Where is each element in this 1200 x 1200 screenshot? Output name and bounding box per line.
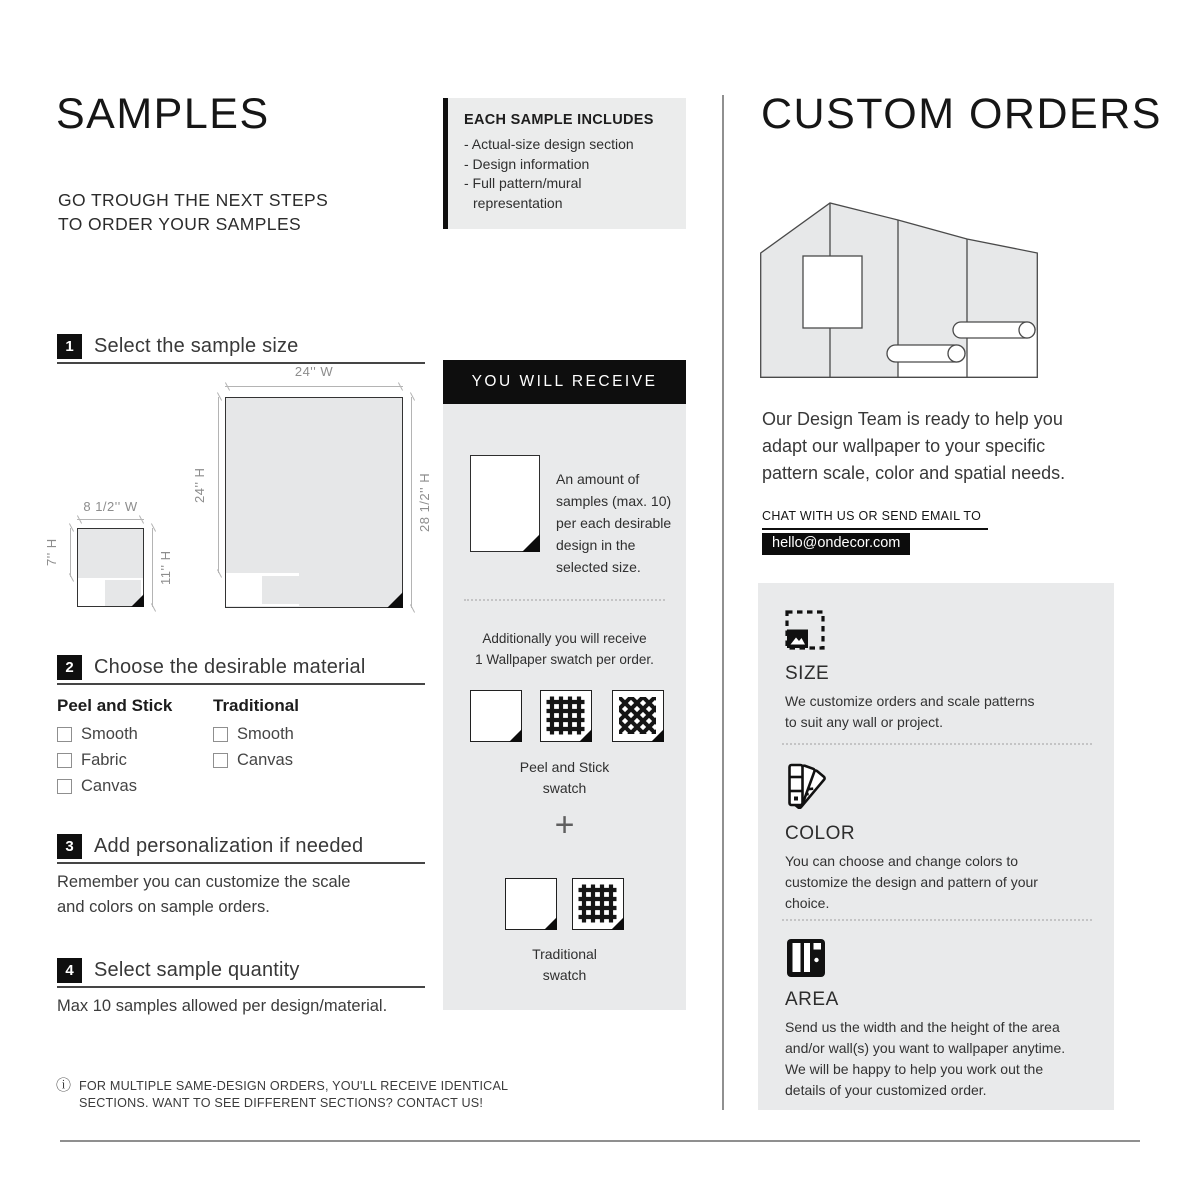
blank-swatch-icon bbox=[470, 690, 522, 742]
includes-item-continuation: representation bbox=[473, 194, 563, 211]
large-sample-left-dim-line bbox=[218, 397, 219, 573]
small-sample-right-height-label: 11'' H bbox=[158, 550, 173, 585]
design-team-intro: Our Design Team is ready to help you adapt our wallpaper to your specific pattern scale, color and spatial needs. bbox=[762, 409, 1066, 483]
area-title: AREA bbox=[785, 989, 839, 1010]
each-sample-includes-box bbox=[443, 98, 686, 229]
large-sample-right-height-label: 28 1/2'' H bbox=[417, 472, 432, 533]
material-heading: Traditional bbox=[213, 696, 299, 715]
option-label: Fabric bbox=[81, 751, 127, 769]
dotted-divider bbox=[782, 919, 1092, 921]
step-1-header bbox=[57, 334, 425, 364]
custom-orders-panel bbox=[758, 583, 1114, 1110]
color-body: You can choose and change colors to customize the design and pattern of your choice. bbox=[785, 853, 1038, 911]
step-3-note: Remember you can customize the scale and colors on sample orders. bbox=[57, 873, 351, 916]
samples-amount-text: An amount of samples (max. 10) per each desirable design in the selected size. bbox=[556, 471, 672, 575]
dotted-divider bbox=[782, 743, 1092, 745]
additional-swatch-text: Additionally you will receive 1 Wallpaper swatch per order. bbox=[475, 631, 654, 667]
step-3-title: Add personalization if needed bbox=[94, 835, 364, 857]
step-4-note: Max 10 samples allowed per design/material. bbox=[57, 997, 388, 1015]
dotted-divider bbox=[464, 599, 665, 601]
small-sample-left-height-label: 7'' H bbox=[44, 538, 59, 567]
step-2-title: Choose the desirable material bbox=[94, 656, 366, 678]
includes-item: - Actual-size design section bbox=[464, 136, 634, 152]
samples-title: SAMPLES bbox=[56, 90, 270, 138]
checkbox-fabric[interactable] bbox=[57, 753, 72, 768]
page-fold-corner bbox=[651, 729, 664, 742]
grid-pattern-swatch-icon bbox=[540, 690, 592, 742]
custom-orders-title: CUSTOM ORDERS bbox=[761, 90, 1162, 138]
page-fold-corner bbox=[579, 729, 592, 742]
step-2-number-badge: 2 bbox=[57, 655, 82, 680]
material-column-peel-and-stick bbox=[57, 696, 172, 803]
small-sample-diagram bbox=[77, 528, 144, 607]
checkbox-smooth[interactable] bbox=[57, 727, 72, 742]
checkbox-canvas[interactable] bbox=[213, 753, 228, 768]
option-label: Canvas bbox=[237, 751, 293, 769]
small-sample-pattern-area bbox=[78, 529, 143, 578]
small-sample-width-label: 8 1/2'' W bbox=[83, 499, 138, 514]
large-sample-width-label: 24'' W bbox=[294, 364, 334, 379]
wallpaper-wall-illustration bbox=[760, 196, 1038, 378]
large-sample-right-dim-line bbox=[411, 397, 412, 608]
size-body: We customize orders and scale patterns to suit any wall or project. bbox=[785, 693, 1035, 730]
plus-sign: + bbox=[554, 806, 575, 844]
email-link[interactable] bbox=[762, 533, 910, 555]
step-4-header bbox=[57, 958, 425, 988]
includes-item: - Design information bbox=[464, 155, 590, 172]
option-label: Canvas bbox=[81, 777, 137, 795]
includes-title: EACH SAMPLE INCLUDES bbox=[464, 112, 654, 128]
footnote bbox=[56, 1078, 508, 1112]
large-sample-thumb bbox=[262, 576, 299, 604]
blank-swatch-icon bbox=[505, 878, 557, 930]
step-4-number-badge: 4 bbox=[57, 958, 82, 983]
you-will-receive-header: YOU WILL RECEIVE bbox=[443, 360, 686, 404]
color-title: COLOR bbox=[785, 823, 856, 844]
checkbox-smooth[interactable] bbox=[213, 727, 228, 742]
material-column-traditional bbox=[213, 696, 299, 777]
page-fold-corner bbox=[387, 592, 403, 608]
large-sample-width-dim-line bbox=[225, 386, 403, 387]
step-3-number-badge: 3 bbox=[57, 834, 82, 859]
page-fold-corner bbox=[509, 729, 522, 742]
checkbox-canvas[interactable] bbox=[57, 779, 72, 794]
small-sample-width-dim-line bbox=[77, 519, 144, 520]
large-sample-diagram bbox=[225, 397, 403, 608]
step-3-header bbox=[57, 834, 425, 864]
area-body: Send us the width and the height of the area and/or wall(s) you want to wallpaper anytime. We will be happy to help you work out the details of your customized order. bbox=[785, 1019, 1066, 1098]
samples-subtitle: GO TROUGH THE NEXT STEPS TO ORDER YOUR SAMPLES bbox=[58, 190, 329, 234]
page-fold-corner bbox=[544, 917, 557, 930]
info-icon: ⓘ bbox=[56, 1077, 72, 1094]
step-1-number-badge: 1 bbox=[57, 334, 82, 359]
page-fold-corner bbox=[522, 534, 540, 552]
option-label: Smooth bbox=[237, 725, 294, 743]
step-1-title: Select the sample size bbox=[94, 335, 299, 357]
peel-and-stick-swatch-label: Peel and Stick swatch bbox=[519, 759, 610, 796]
step-2-header bbox=[57, 655, 425, 685]
small-sample-right-dim-line bbox=[152, 528, 153, 607]
material-heading: Peel and Stick bbox=[57, 696, 173, 715]
color-swatches-icon bbox=[784, 763, 830, 809]
size-title: SIZE bbox=[785, 663, 830, 684]
sample-sheet-icon bbox=[470, 455, 540, 552]
includes-item: - Full pattern/mural bbox=[464, 175, 582, 191]
crosshatch-pattern-swatch-icon bbox=[612, 690, 664, 742]
page-fold-corner bbox=[611, 917, 624, 930]
footnote-text: FOR MULTIPLE SAME-DESIGN ORDERS, YOU'LL RECEIVE IDENTICAL SECTIONS. WANT TO SEE DIFFERENT SECTIONS? CONTACT US! bbox=[79, 1079, 509, 1110]
large-sample-left-height-label: 24'' H bbox=[192, 467, 207, 503]
bottom-divider bbox=[60, 1140, 1140, 1142]
traditional-swatch-label: Traditional swatch bbox=[532, 946, 597, 983]
size-crop-icon bbox=[785, 610, 827, 652]
step-4-title: Select sample quantity bbox=[94, 959, 300, 981]
option-label: Smooth bbox=[81, 725, 138, 743]
chat-with-us-label: CHAT WITH US OR SEND EMAIL TO bbox=[762, 509, 988, 530]
small-sample-left-dim-line bbox=[70, 528, 71, 577]
vertical-divider bbox=[722, 95, 724, 1110]
page-fold-corner bbox=[131, 594, 144, 607]
email-address[interactable]: hello@ondecor.com bbox=[762, 533, 910, 555]
grid-pattern-swatch-icon bbox=[572, 878, 624, 930]
area-wall-icon bbox=[785, 937, 827, 979]
